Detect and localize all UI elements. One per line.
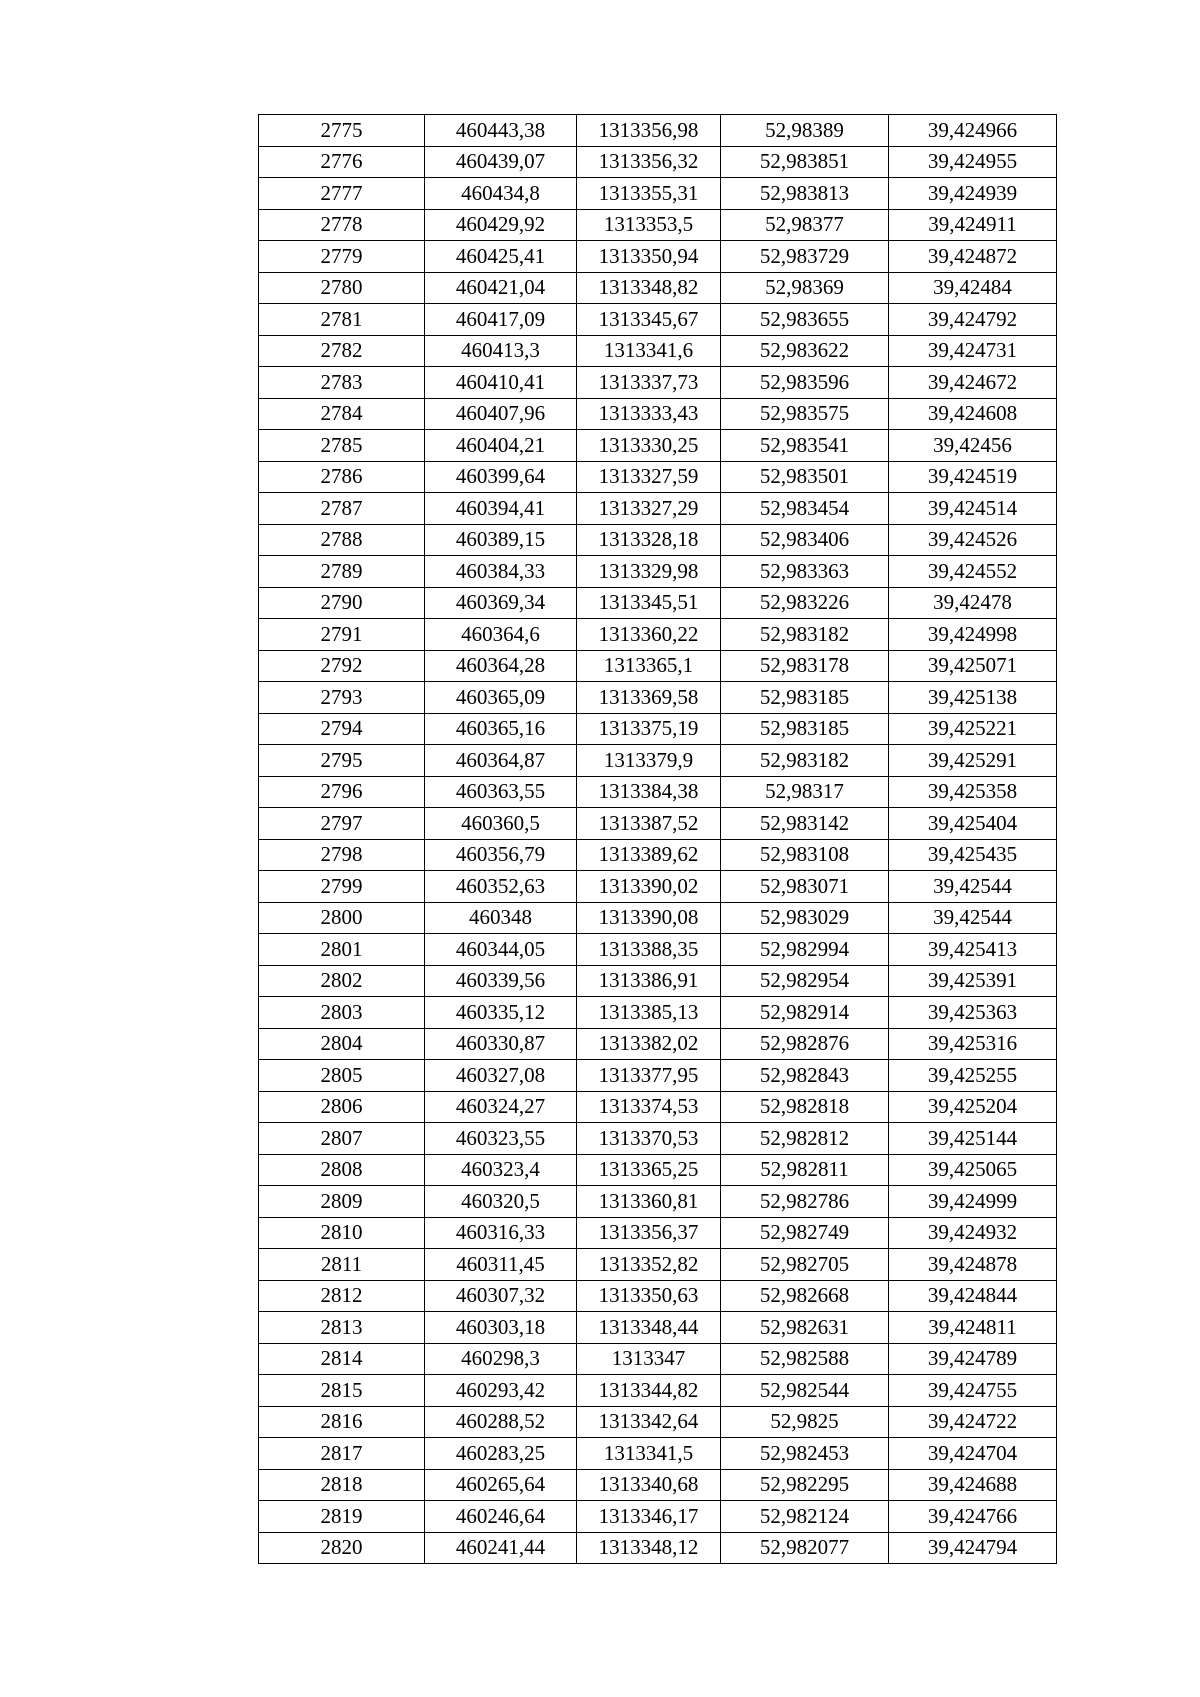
x-coordinate-cell: 460323,4	[425, 1154, 577, 1186]
longitude-cell: 39,424911	[889, 209, 1057, 241]
longitude-cell: 39,425144	[889, 1123, 1057, 1155]
y-coordinate-cell: 1313353,5	[577, 209, 721, 241]
y-coordinate-cell: 1313356,98	[577, 115, 721, 147]
table-row	[259, 1312, 1057, 1344]
y-coordinate-cell: 1313365,25	[577, 1154, 721, 1186]
point-number-cell: 2789	[259, 556, 425, 588]
table-row	[259, 839, 1057, 871]
latitude-cell: 52,982588	[721, 1343, 889, 1375]
y-coordinate-cell: 1313341,5	[577, 1438, 721, 1470]
x-coordinate-cell: 460293,42	[425, 1375, 577, 1407]
x-coordinate-cell: 460384,33	[425, 556, 577, 588]
latitude-cell: 52,982705	[721, 1249, 889, 1281]
x-coordinate-cell: 460407,96	[425, 398, 577, 430]
latitude-cell: 52,983575	[721, 398, 889, 430]
y-coordinate-cell: 1313389,62	[577, 839, 721, 871]
longitude-cell: 39,425391	[889, 965, 1057, 997]
point-number-cell: 2806	[259, 1091, 425, 1123]
x-coordinate-cell: 460439,07	[425, 146, 577, 178]
point-number-cell: 2800	[259, 902, 425, 934]
x-coordinate-cell: 460323,55	[425, 1123, 577, 1155]
longitude-cell: 39,424878	[889, 1249, 1057, 1281]
x-coordinate-cell: 460320,5	[425, 1186, 577, 1218]
table-row	[259, 776, 1057, 808]
longitude-cell: 39,424998	[889, 619, 1057, 651]
point-number-cell: 2784	[259, 398, 425, 430]
table-row	[259, 1406, 1057, 1438]
latitude-cell: 52,98369	[721, 272, 889, 304]
longitude-cell: 39,425255	[889, 1060, 1057, 1092]
longitude-cell: 39,424755	[889, 1375, 1057, 1407]
latitude-cell: 52,983142	[721, 808, 889, 840]
point-number-cell: 2809	[259, 1186, 425, 1218]
latitude-cell: 52,983185	[721, 713, 889, 745]
longitude-cell: 39,424608	[889, 398, 1057, 430]
x-coordinate-cell: 460344,05	[425, 934, 577, 966]
y-coordinate-cell: 1313345,51	[577, 587, 721, 619]
latitude-cell: 52,982811	[721, 1154, 889, 1186]
x-coordinate-cell: 460288,52	[425, 1406, 577, 1438]
x-coordinate-cell: 460410,41	[425, 367, 577, 399]
point-number-cell: 2791	[259, 619, 425, 651]
latitude-cell: 52,982749	[721, 1217, 889, 1249]
y-coordinate-cell: 1313350,63	[577, 1280, 721, 1312]
table-row	[259, 241, 1057, 273]
point-number-cell: 2804	[259, 1028, 425, 1060]
x-coordinate-cell: 460352,63	[425, 871, 577, 903]
coordinates-table-body	[259, 115, 1057, 1564]
longitude-cell: 39,424955	[889, 146, 1057, 178]
latitude-cell: 52,983406	[721, 524, 889, 556]
y-coordinate-cell: 1313356,37	[577, 1217, 721, 1249]
latitude-cell: 52,982544	[721, 1375, 889, 1407]
table-row	[259, 1280, 1057, 1312]
coordinates-table	[258, 114, 1057, 1564]
y-coordinate-cell: 1313375,19	[577, 713, 721, 745]
latitude-cell: 52,982077	[721, 1532, 889, 1564]
longitude-cell: 39,42478	[889, 587, 1057, 619]
table-row	[259, 619, 1057, 651]
x-coordinate-cell: 460369,34	[425, 587, 577, 619]
y-coordinate-cell: 1313370,53	[577, 1123, 721, 1155]
latitude-cell: 52,983501	[721, 461, 889, 493]
y-coordinate-cell: 1313345,67	[577, 304, 721, 336]
x-coordinate-cell: 460365,09	[425, 682, 577, 714]
x-coordinate-cell: 460246,64	[425, 1501, 577, 1533]
table-row	[259, 367, 1057, 399]
point-number-cell: 2777	[259, 178, 425, 210]
x-coordinate-cell: 460363,55	[425, 776, 577, 808]
point-number-cell: 2802	[259, 965, 425, 997]
point-number-cell: 2798	[259, 839, 425, 871]
point-number-cell: 2783	[259, 367, 425, 399]
latitude-cell: 52,983071	[721, 871, 889, 903]
longitude-cell: 39,424844	[889, 1280, 1057, 1312]
longitude-cell: 39,424704	[889, 1438, 1057, 1470]
point-number-cell: 2819	[259, 1501, 425, 1533]
table-row	[259, 902, 1057, 934]
latitude-cell: 52,982914	[721, 997, 889, 1029]
point-number-cell: 2799	[259, 871, 425, 903]
y-coordinate-cell: 1313390,02	[577, 871, 721, 903]
point-number-cell: 2820	[259, 1532, 425, 1564]
table-row	[259, 871, 1057, 903]
latitude-cell: 52,983185	[721, 682, 889, 714]
table-row	[259, 1028, 1057, 1060]
y-coordinate-cell: 1313333,43	[577, 398, 721, 430]
longitude-cell: 39,424811	[889, 1312, 1057, 1344]
x-coordinate-cell: 460365,16	[425, 713, 577, 745]
longitude-cell: 39,425316	[889, 1028, 1057, 1060]
x-coordinate-cell: 460360,5	[425, 808, 577, 840]
latitude-cell: 52,983729	[721, 241, 889, 273]
y-coordinate-cell: 1313327,29	[577, 493, 721, 525]
longitude-cell: 39,425363	[889, 997, 1057, 1029]
latitude-cell: 52,983363	[721, 556, 889, 588]
table-row	[259, 934, 1057, 966]
y-coordinate-cell: 1313342,64	[577, 1406, 721, 1438]
latitude-cell: 52,9825	[721, 1406, 889, 1438]
latitude-cell: 52,98377	[721, 209, 889, 241]
point-number-cell: 2790	[259, 587, 425, 619]
latitude-cell: 52,982295	[721, 1469, 889, 1501]
latitude-cell: 52,98317	[721, 776, 889, 808]
point-number-cell: 2780	[259, 272, 425, 304]
point-number-cell: 2803	[259, 997, 425, 1029]
point-number-cell: 2781	[259, 304, 425, 336]
longitude-cell: 39,42484	[889, 272, 1057, 304]
y-coordinate-cell: 1313374,53	[577, 1091, 721, 1123]
y-coordinate-cell: 1313355,31	[577, 178, 721, 210]
point-number-cell: 2816	[259, 1406, 425, 1438]
y-coordinate-cell: 1313347	[577, 1343, 721, 1375]
point-number-cell: 2793	[259, 682, 425, 714]
table-row	[259, 1154, 1057, 1186]
longitude-cell: 39,425358	[889, 776, 1057, 808]
x-coordinate-cell: 460364,87	[425, 745, 577, 777]
x-coordinate-cell: 460364,6	[425, 619, 577, 651]
x-coordinate-cell: 460330,87	[425, 1028, 577, 1060]
table-row	[259, 1438, 1057, 1470]
longitude-cell: 39,425413	[889, 934, 1057, 966]
y-coordinate-cell: 1313379,9	[577, 745, 721, 777]
point-number-cell: 2805	[259, 1060, 425, 1092]
table-row	[259, 1123, 1057, 1155]
latitude-cell: 52,983813	[721, 178, 889, 210]
point-number-cell: 2814	[259, 1343, 425, 1375]
latitude-cell: 52,982994	[721, 934, 889, 966]
table-row	[259, 1501, 1057, 1533]
x-coordinate-cell: 460311,45	[425, 1249, 577, 1281]
longitude-cell: 39,424514	[889, 493, 1057, 525]
latitude-cell: 52,982812	[721, 1123, 889, 1155]
table-row	[259, 1217, 1057, 1249]
table-row	[259, 1343, 1057, 1375]
point-number-cell: 2818	[259, 1469, 425, 1501]
point-number-cell: 2776	[259, 146, 425, 178]
latitude-cell: 52,98389	[721, 115, 889, 147]
latitude-cell: 52,982876	[721, 1028, 889, 1060]
table-row	[259, 178, 1057, 210]
table-row	[259, 587, 1057, 619]
y-coordinate-cell: 1313340,68	[577, 1469, 721, 1501]
point-number-cell: 2787	[259, 493, 425, 525]
x-coordinate-cell: 460316,33	[425, 1217, 577, 1249]
longitude-cell: 39,424731	[889, 335, 1057, 367]
latitude-cell: 52,982786	[721, 1186, 889, 1218]
table-row	[259, 997, 1057, 1029]
table-row	[259, 209, 1057, 241]
point-number-cell: 2795	[259, 745, 425, 777]
x-coordinate-cell: 460265,64	[425, 1469, 577, 1501]
longitude-cell: 39,424526	[889, 524, 1057, 556]
point-number-cell: 2782	[259, 335, 425, 367]
longitude-cell: 39,425138	[889, 682, 1057, 714]
point-number-cell: 2811	[259, 1249, 425, 1281]
latitude-cell: 52,983108	[721, 839, 889, 871]
longitude-cell: 39,425404	[889, 808, 1057, 840]
x-coordinate-cell: 460356,79	[425, 839, 577, 871]
x-coordinate-cell: 460429,92	[425, 209, 577, 241]
point-number-cell: 2778	[259, 209, 425, 241]
x-coordinate-cell: 460417,09	[425, 304, 577, 336]
longitude-cell: 39,42544	[889, 902, 1057, 934]
longitude-cell: 39,424794	[889, 1532, 1057, 1564]
table-row	[259, 1375, 1057, 1407]
longitude-cell: 39,424872	[889, 241, 1057, 273]
longitude-cell: 39,424932	[889, 1217, 1057, 1249]
x-coordinate-cell: 460394,41	[425, 493, 577, 525]
x-coordinate-cell: 460298,3	[425, 1343, 577, 1375]
longitude-cell: 39,424792	[889, 304, 1057, 336]
table-row	[259, 1469, 1057, 1501]
longitude-cell: 39,425435	[889, 839, 1057, 871]
longitude-cell: 39,424789	[889, 1343, 1057, 1375]
y-coordinate-cell: 1313348,12	[577, 1532, 721, 1564]
longitude-cell: 39,42456	[889, 430, 1057, 462]
longitude-cell: 39,425221	[889, 713, 1057, 745]
y-coordinate-cell: 1313390,08	[577, 902, 721, 934]
x-coordinate-cell: 460324,27	[425, 1091, 577, 1123]
point-number-cell: 2815	[259, 1375, 425, 1407]
longitude-cell: 39,424939	[889, 178, 1057, 210]
longitude-cell: 39,425291	[889, 745, 1057, 777]
y-coordinate-cell: 1313356,32	[577, 146, 721, 178]
point-number-cell: 2786	[259, 461, 425, 493]
table-row	[259, 1532, 1057, 1564]
point-number-cell: 2810	[259, 1217, 425, 1249]
y-coordinate-cell: 1313350,94	[577, 241, 721, 273]
longitude-cell: 39,424766	[889, 1501, 1057, 1533]
y-coordinate-cell: 1313346,17	[577, 1501, 721, 1533]
x-coordinate-cell: 460241,44	[425, 1532, 577, 1564]
y-coordinate-cell: 1313388,35	[577, 934, 721, 966]
x-coordinate-cell: 460283,25	[425, 1438, 577, 1470]
table-row	[259, 682, 1057, 714]
x-coordinate-cell: 460303,18	[425, 1312, 577, 1344]
y-coordinate-cell: 1313386,91	[577, 965, 721, 997]
table-row	[259, 461, 1057, 493]
longitude-cell: 39,424519	[889, 461, 1057, 493]
y-coordinate-cell: 1313369,58	[577, 682, 721, 714]
table-row	[259, 304, 1057, 336]
table-row	[259, 524, 1057, 556]
latitude-cell: 52,983454	[721, 493, 889, 525]
point-number-cell: 2788	[259, 524, 425, 556]
longitude-cell: 39,424688	[889, 1469, 1057, 1501]
latitude-cell: 52,983541	[721, 430, 889, 462]
table-row	[259, 650, 1057, 682]
latitude-cell: 52,983622	[721, 335, 889, 367]
latitude-cell: 52,983178	[721, 650, 889, 682]
table-row	[259, 430, 1057, 462]
y-coordinate-cell: 1313360,81	[577, 1186, 721, 1218]
x-coordinate-cell: 460348	[425, 902, 577, 934]
point-number-cell: 2807	[259, 1123, 425, 1155]
longitude-cell: 39,425204	[889, 1091, 1057, 1123]
table-row	[259, 1091, 1057, 1123]
latitude-cell: 52,982818	[721, 1091, 889, 1123]
x-coordinate-cell: 460425,41	[425, 241, 577, 273]
table-row	[259, 1186, 1057, 1218]
table-row	[259, 335, 1057, 367]
y-coordinate-cell: 1313344,82	[577, 1375, 721, 1407]
table-row	[259, 1060, 1057, 1092]
latitude-cell: 52,983029	[721, 902, 889, 934]
point-number-cell: 2813	[259, 1312, 425, 1344]
point-number-cell: 2797	[259, 808, 425, 840]
y-coordinate-cell: 1313328,18	[577, 524, 721, 556]
table-row	[259, 808, 1057, 840]
longitude-cell: 39,424552	[889, 556, 1057, 588]
table-row	[259, 713, 1057, 745]
latitude-cell: 52,983655	[721, 304, 889, 336]
y-coordinate-cell: 1313327,59	[577, 461, 721, 493]
table-row	[259, 493, 1057, 525]
longitude-cell: 39,424999	[889, 1186, 1057, 1218]
latitude-cell: 52,983596	[721, 367, 889, 399]
table-row	[259, 965, 1057, 997]
latitude-cell: 52,983851	[721, 146, 889, 178]
point-number-cell: 2796	[259, 776, 425, 808]
longitude-cell: 39,424672	[889, 367, 1057, 399]
y-coordinate-cell: 1313385,13	[577, 997, 721, 1029]
table-row	[259, 556, 1057, 588]
x-coordinate-cell: 460434,8	[425, 178, 577, 210]
x-coordinate-cell: 460404,21	[425, 430, 577, 462]
longitude-cell: 39,42544	[889, 871, 1057, 903]
latitude-cell: 52,982124	[721, 1501, 889, 1533]
point-number-cell: 2775	[259, 115, 425, 147]
x-coordinate-cell: 460421,04	[425, 272, 577, 304]
x-coordinate-cell: 460364,28	[425, 650, 577, 682]
longitude-cell: 39,424722	[889, 1406, 1057, 1438]
x-coordinate-cell: 460389,15	[425, 524, 577, 556]
point-number-cell: 2817	[259, 1438, 425, 1470]
y-coordinate-cell: 1313341,6	[577, 335, 721, 367]
y-coordinate-cell: 1313337,73	[577, 367, 721, 399]
point-number-cell: 2812	[259, 1280, 425, 1312]
table-row	[259, 398, 1057, 430]
y-coordinate-cell: 1313377,95	[577, 1060, 721, 1092]
y-coordinate-cell: 1313360,22	[577, 619, 721, 651]
point-number-cell: 2808	[259, 1154, 425, 1186]
latitude-cell: 52,982954	[721, 965, 889, 997]
y-coordinate-cell: 1313330,25	[577, 430, 721, 462]
y-coordinate-cell: 1313387,52	[577, 808, 721, 840]
point-number-cell: 2794	[259, 713, 425, 745]
y-coordinate-cell: 1313382,02	[577, 1028, 721, 1060]
point-number-cell: 2792	[259, 650, 425, 682]
y-coordinate-cell: 1313365,1	[577, 650, 721, 682]
y-coordinate-cell: 1313348,82	[577, 272, 721, 304]
point-number-cell: 2779	[259, 241, 425, 273]
point-number-cell: 2801	[259, 934, 425, 966]
x-coordinate-cell: 460307,32	[425, 1280, 577, 1312]
point-number-cell: 2785	[259, 430, 425, 462]
y-coordinate-cell: 1313352,82	[577, 1249, 721, 1281]
latitude-cell: 52,982631	[721, 1312, 889, 1344]
table-row	[259, 745, 1057, 777]
table-row	[259, 115, 1057, 147]
x-coordinate-cell: 460339,56	[425, 965, 577, 997]
table-row	[259, 146, 1057, 178]
latitude-cell: 52,982668	[721, 1280, 889, 1312]
x-coordinate-cell: 460327,08	[425, 1060, 577, 1092]
y-coordinate-cell: 1313384,38	[577, 776, 721, 808]
x-coordinate-cell: 460399,64	[425, 461, 577, 493]
x-coordinate-cell: 460413,3	[425, 335, 577, 367]
table-row	[259, 272, 1057, 304]
longitude-cell: 39,425065	[889, 1154, 1057, 1186]
latitude-cell: 52,983182	[721, 745, 889, 777]
y-coordinate-cell: 1313348,44	[577, 1312, 721, 1344]
x-coordinate-cell: 460335,12	[425, 997, 577, 1029]
latitude-cell: 52,983182	[721, 619, 889, 651]
y-coordinate-cell: 1313329,98	[577, 556, 721, 588]
longitude-cell: 39,424966	[889, 115, 1057, 147]
table-row	[259, 1249, 1057, 1281]
latitude-cell: 52,982453	[721, 1438, 889, 1470]
x-coordinate-cell: 460443,38	[425, 115, 577, 147]
latitude-cell: 52,983226	[721, 587, 889, 619]
longitude-cell: 39,425071	[889, 650, 1057, 682]
latitude-cell: 52,982843	[721, 1060, 889, 1092]
